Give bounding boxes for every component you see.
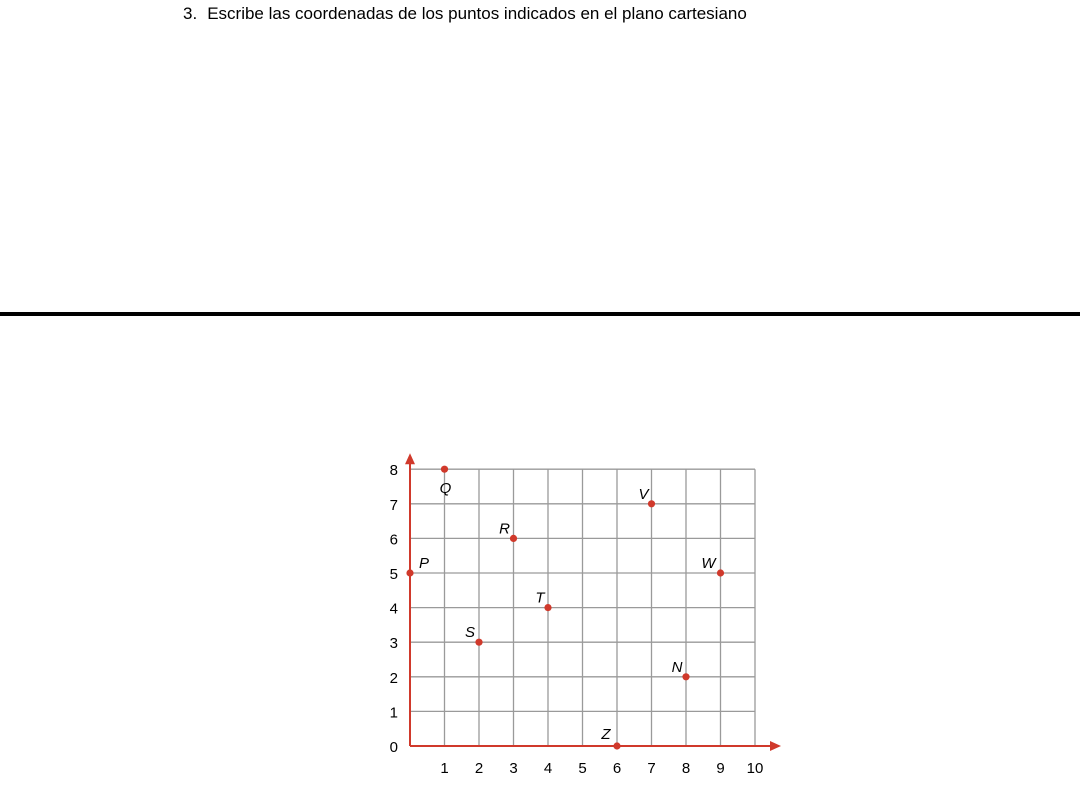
point-label-z: Z xyxy=(601,726,611,743)
x-tick-label: 7 xyxy=(647,760,656,777)
y-tick-label: 3 xyxy=(389,635,398,653)
x-tick-label: 3 xyxy=(509,760,518,777)
point-t xyxy=(544,604,551,611)
x-axis-arrow xyxy=(770,741,781,751)
point-q xyxy=(441,466,448,473)
y-tick-label: 7 xyxy=(389,496,398,514)
point-label-v: V xyxy=(638,485,649,503)
point-label-n: N xyxy=(671,658,683,676)
point-s xyxy=(475,639,482,646)
point-label-r: R xyxy=(499,520,510,538)
y-tick-label: 8 xyxy=(389,462,398,480)
point-label-t: T xyxy=(535,589,545,607)
y-tick-label: 5 xyxy=(389,566,398,583)
point-v xyxy=(648,500,655,507)
y-tick-label: 2 xyxy=(389,669,398,687)
y-tick-label: 0 xyxy=(389,739,398,756)
grid-lines xyxy=(410,469,755,746)
point-label-s: S xyxy=(464,624,476,642)
point-r xyxy=(510,535,517,542)
point-p xyxy=(406,569,413,576)
x-tick-label: 9 xyxy=(716,760,725,777)
point-label-w: W xyxy=(701,555,716,572)
point-label-p: P xyxy=(418,555,430,572)
point-label-q: Q xyxy=(439,480,452,498)
x-tick-label: 6 xyxy=(612,760,622,777)
exercise-number: 3. xyxy=(183,4,198,23)
x-tick-label: 10 xyxy=(746,760,764,777)
x-tick-label: 1 xyxy=(440,760,449,777)
x-tick-label: 8 xyxy=(681,760,691,777)
x-tick-label: 2 xyxy=(474,760,484,777)
y-axis-arrow xyxy=(405,453,415,464)
point-n xyxy=(682,673,689,680)
y-tick-label: 1 xyxy=(389,704,398,722)
point-w xyxy=(717,569,724,576)
x-tick-label: 5 xyxy=(578,760,587,777)
exercise-instruction: Escribe las coordenadas de los puntos indicados en el plano cartesiano xyxy=(207,4,747,23)
x-tick-label: 4 xyxy=(543,760,553,777)
y-tick-label: 6 xyxy=(389,531,398,549)
point-z xyxy=(613,742,620,749)
y-tick-label: 4 xyxy=(389,600,398,618)
